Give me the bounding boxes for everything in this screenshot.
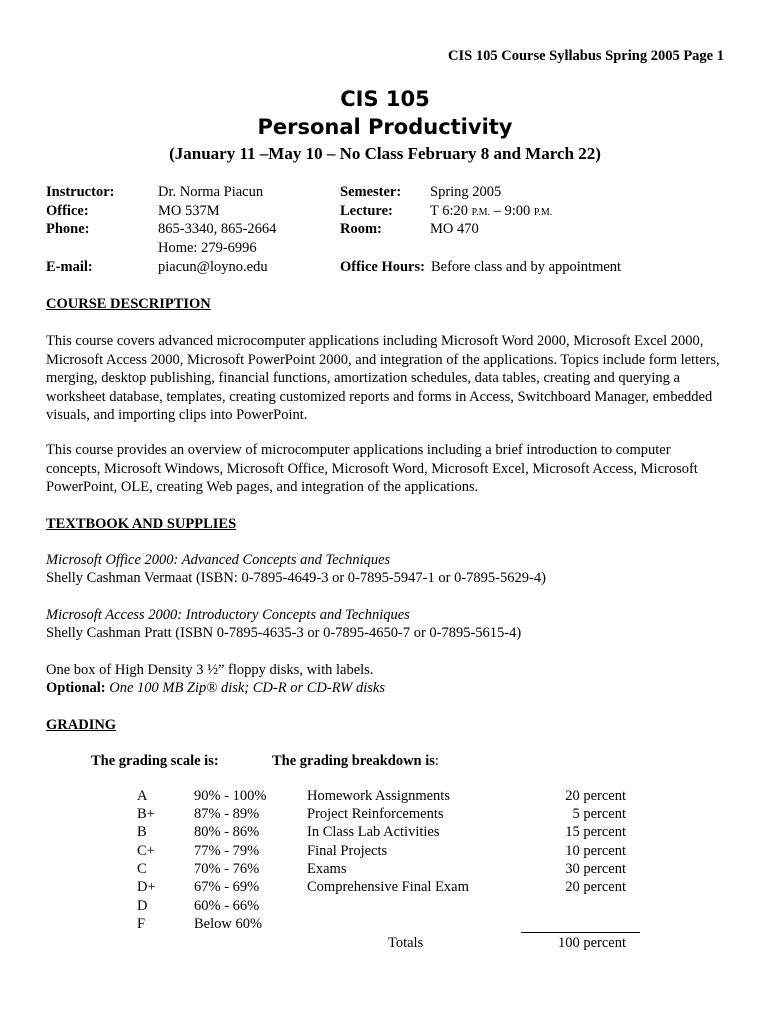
book2-title: Microsoft Access 2000: Introductory Concepts and Techniques [46, 607, 410, 623]
table-row: B+ [137, 806, 155, 822]
optional-supplies: Optional: One 100 MB Zip® disk; CD-R or CD-RW disks [46, 680, 386, 696]
semester-label: Semester: [340, 184, 402, 200]
table-row: 10 percent [565, 843, 626, 859]
table-row: 67% - 69% [194, 879, 260, 895]
grading-heading: GRADING [46, 717, 117, 733]
table-row: C+ [137, 843, 155, 859]
table-row: Project Reinforcements [307, 806, 444, 822]
table-row: 70% - 76% [194, 861, 260, 877]
table-row: B [137, 824, 147, 840]
instructor-label: Instructor: [46, 184, 115, 200]
office-hours-label: Office Hours: [340, 259, 425, 275]
textbook-heading: TEXTBOOK AND SUPPLIES [46, 516, 237, 532]
office-label: Office: [46, 203, 89, 219]
table-row: 20 percent [565, 788, 626, 804]
course-description-heading: COURSE DESCRIPTION [46, 296, 211, 312]
page-header: CIS 105 Course Syllabus Spring 2005 Page 1 [448, 48, 724, 64]
email-label: E-mail: [46, 259, 93, 275]
totals-label: Totals [388, 935, 424, 951]
table-row: 30 percent [565, 861, 626, 877]
course-name-title: Personal Productivity [257, 115, 513, 139]
table-row: Exams [307, 861, 347, 877]
table-row: 77% - 79% [194, 843, 260, 859]
table-row: 20 percent [565, 879, 626, 895]
office-value: MO 537M [158, 203, 220, 219]
semester-value: Spring 2005 [430, 184, 502, 200]
table-row: F [137, 916, 146, 932]
room-value: MO 470 [430, 221, 479, 237]
book1-info: Shelly Cashman Vermaat (ISBN: 0-7895-4649-3 or 0-7895-5947-1 or 0-7895-5629-4) [46, 570, 546, 586]
course-dates: (January 11 –May 10 – No Class February 8 and March 22) [169, 144, 601, 163]
table-row: A [137, 788, 148, 804]
supplies-text: One box of High Density 3 ½” floppy disks, with labels. [46, 662, 374, 678]
table-row: Final Projects [307, 843, 388, 859]
office-hours-value: Before class and by appointment [431, 259, 622, 275]
email-value: piacun@loyno.edu [158, 259, 268, 275]
lecture-label: Lecture: [340, 203, 393, 219]
table-row: 87% - 89% [194, 806, 260, 822]
lecture-value: T 6:20 P.M. – 9:00 P.M. [430, 203, 553, 219]
table-row: C [137, 861, 147, 877]
table-row: Below 60% [194, 916, 263, 932]
table-row: 5 percent [572, 806, 626, 822]
course-code-title: CIS 105 [340, 87, 430, 111]
table-row: 80% - 86% [194, 824, 260, 840]
course-description-paragraph-2: This course provides an overview of microcomputer applications including a brief introduction to computer concepts, Microsoft Windows, Microsoft Office, Microsoft Word, Microsoft Excel, Microsoft Access, Microsoft PowerPoint, OLE, creating Web pages, and integration of the applications. [46, 442, 698, 495]
table-row: D+ [137, 879, 156, 895]
totals-divider [521, 932, 640, 933]
table-row: Comprehensive Final Exam [307, 879, 469, 895]
phone-label: Phone: [46, 221, 90, 237]
table-row: 60% - 66% [194, 898, 260, 914]
table-row: 90% - 100% [194, 788, 267, 804]
room-label: Room: [340, 221, 382, 237]
table-row: Homework Assignments [307, 788, 450, 804]
instructor-value: Dr. Norma Piacun [158, 184, 264, 200]
grading-scale-heading: The grading scale is: [91, 753, 219, 769]
table-row: D [137, 898, 148, 914]
grading-breakdown-heading: The grading breakdown is: [272, 753, 439, 769]
phone-home-value: Home: 279-6996 [158, 240, 257, 256]
table-row: In Class Lab Activities [307, 824, 440, 840]
table-row: 15 percent [565, 824, 626, 840]
totals-value: 100 percent [557, 935, 626, 951]
book2-info: Shelly Cashman Pratt (ISBN 0-7895-4635-3 or 0-7895-4650-7 or 0-7895-5615-4) [46, 625, 522, 641]
phone-value: 865-3340, 865-2664 [158, 221, 277, 237]
course-description-paragraph-1: This course covers advanced microcomputer applications including Microsoft Word 2000, Microsoft Excel 2000, Microsoft Access 2000, Microsoft PowerPoint 2000, and integration of the applications. Topics include form letters, merging, desktop publishing, financial functions, amortization schedules, data tables, creating and querying a worksheet database, templates, creating customized reports and forms in Access, Switchboard Manager, embedded visuals, and importing clips into PowerPoint. [46, 333, 720, 423]
book1-title: Microsoft Office 2000: Advanced Concepts and Techniques [46, 552, 391, 568]
